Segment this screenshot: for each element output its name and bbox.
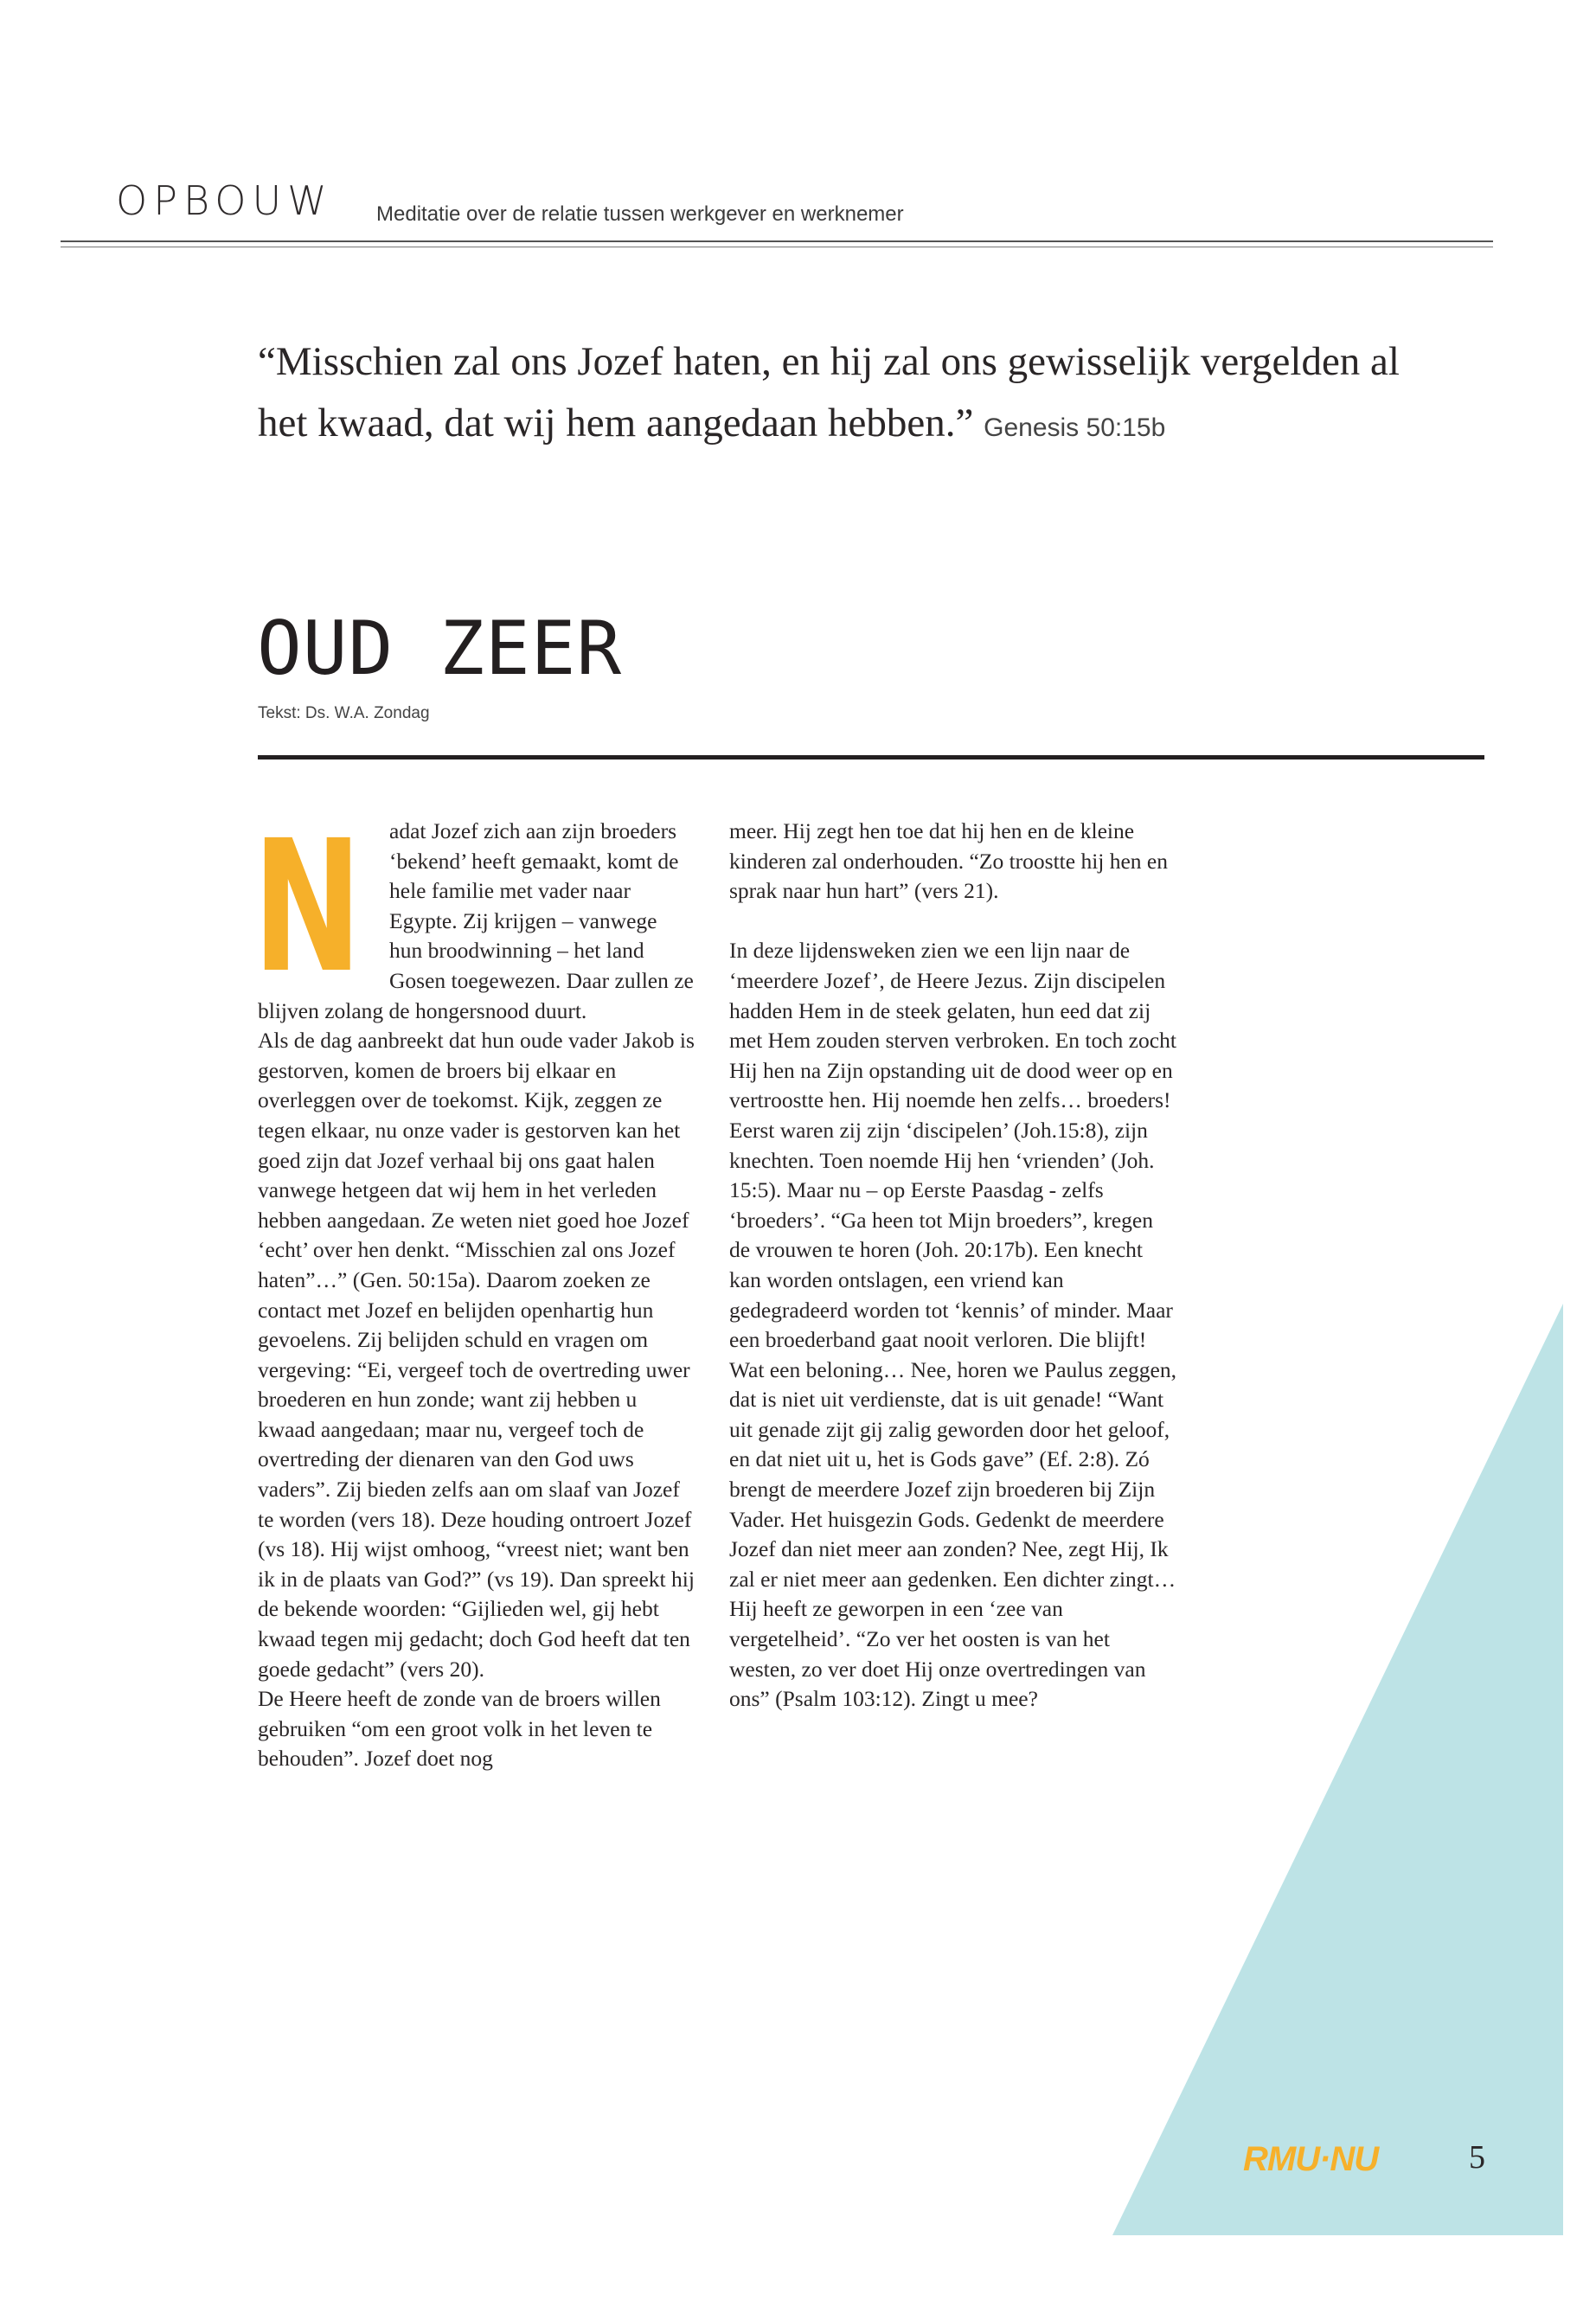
- article-column-1: [253, 801, 695, 1774]
- title-rule: [258, 755, 1484, 760]
- section-label: OPBOUW: [116, 177, 333, 224]
- bible-quote: [258, 331, 1426, 458]
- section-subtitle: Meditatie over de relatie tussen werkgever en werknemer: [376, 202, 904, 226]
- paragraph: meer. Hij zegt hen toe dat hij hen en de kleine kinderen zal onderhouden. “Zo troostte hij hen en sprak naar hun hart” (vers 21).: [729, 818, 1168, 904]
- quote-text: “Misschien zal ons Jozef haten, en hij zal ons gewisselijk vergelden al het kwaad, dat wij hem aangedaan hebben.”: [258, 339, 1400, 445]
- paragraph: De Heere heeft de zonde van de broers willen gebruiken “om een groot volk in het leven te behouden”. Jozef doet nog: [258, 1686, 661, 1772]
- article-byline: Tekst: Ds. W.A. Zondag: [258, 704, 430, 722]
- rmu-nu-logo: RMU·NU: [1243, 2140, 1379, 2178]
- drop-cap: N: [253, 801, 362, 1013]
- paragraph: In deze lijdensweken zien we een lijn naar de ‘meerdere Jozef’, de Heere Jezus. Zijn discipelen hadden Hem in de steek gelaten, hun eed dat zij met Hem zouden sterven verbroken. En toch zocht Hij hen na Zijn opstanding uit de dood weer op en vertroostte hen. Hij noemde hen zelfs… broeders! Eerst waren zij zijn ‘discipelen’ (Joh.15:8), zijn knechten. Toen noemde Hij hen ‘vrienden’ (Joh. 15:5). Maar nu – op Eerste Paasdag - zelfs ‘broeders’. “Ga heen tot Mijn broeders”, kregen de vrouwen te horen (Joh. 20:17b). Een knecht kan worden ontslagen, een vriend kan gedegradeerd worden tot ‘kennis’ of minder. Maar een broederband gaat nooit verloren. Die blijft! Wat een beloning… Nee, horen we Paulus zeggen, dat is niet uit verdienste, dat is uit genade! “Want uit genade zijt gij zalig geworden door het geloof, en dat niet uit u, het is Gods gave” (Ef. 2:8). Zó brengt de meerdere Jozef zijn broederen bij Zijn Vader. Het huisgezin Gods. Gedenkt de meerdere Jozef dan niet meer aan zonden? Nee, zegt Hij, Ik zal er niet meer aan gedenken. Een dichter zingt… Hij heeft ze geworpen in een ‘zee van vergetelheid’. “Zo ver het oosten is van het westen, zo ver doet Hij onze overtredingen van ons” (Psalm 103:12). Zingt u mee?: [729, 938, 1176, 1712]
- header-rule: [61, 240, 1493, 242]
- paragraph: adat Jozef zich aan zijn broeders ‘bekend’ heeft gemaakt, komt de hele familie met vader naar Egypte. Zij krijgen – vanwege hun broodwinning – het land Gosen toegewezen. Daar zullen ze blijven zolang de hongersnood duurt.: [258, 818, 694, 1023]
- paragraph: Als de dag aanbreekt dat hun oude vader Jakob is gestorven, komen de broers bij elkaar en overleggen over de toekomst. Kijk, zeggen ze tegen elkaar, nu onze vader is gestorven kan het goed zijn dat Jozef verhaal bij ons gaat halen vanwege hetgeen dat wij hem in het verleden hebben aangedaan. Ze weten niet goed hoe Jozef ‘echt’ over hen denkt. “Misschien zal ons Jozef haten”…” (Gen. 50:15a). Daarom zoeken ze contact met Jozef en belijden openhartig hun gevoelens. Zij belijden schuld en vragen om vergeving: “Ei, vergeef toch de overtreding uwer broederen en hun zonde; want zij hebben u kwaad aangedaan; maar nu, vergeef toch de overtreding der dienaren van den God uws vaders”. Zij bieden zelfs aan om slaaf van Jozef te worden (vers 18). Deze houding ontroert Jozef (vs 18). Hij wijst omhoog, “vreest niet; want ben ik in de plaats van God?” (vs 19). Dan spreekt hij de bekende woorden: “Gijlieden wel, gij hebt kwaad tegen mij gedacht; doch God heeft dat ten goede gedacht” (vers 20).: [258, 1028, 695, 1682]
- page-number: 5: [1469, 2139, 1485, 2176]
- article-column-2: [729, 817, 1179, 1715]
- article-title: OUD ZEER: [257, 606, 623, 692]
- quote-reference: Genesis 50:15b: [984, 413, 1166, 442]
